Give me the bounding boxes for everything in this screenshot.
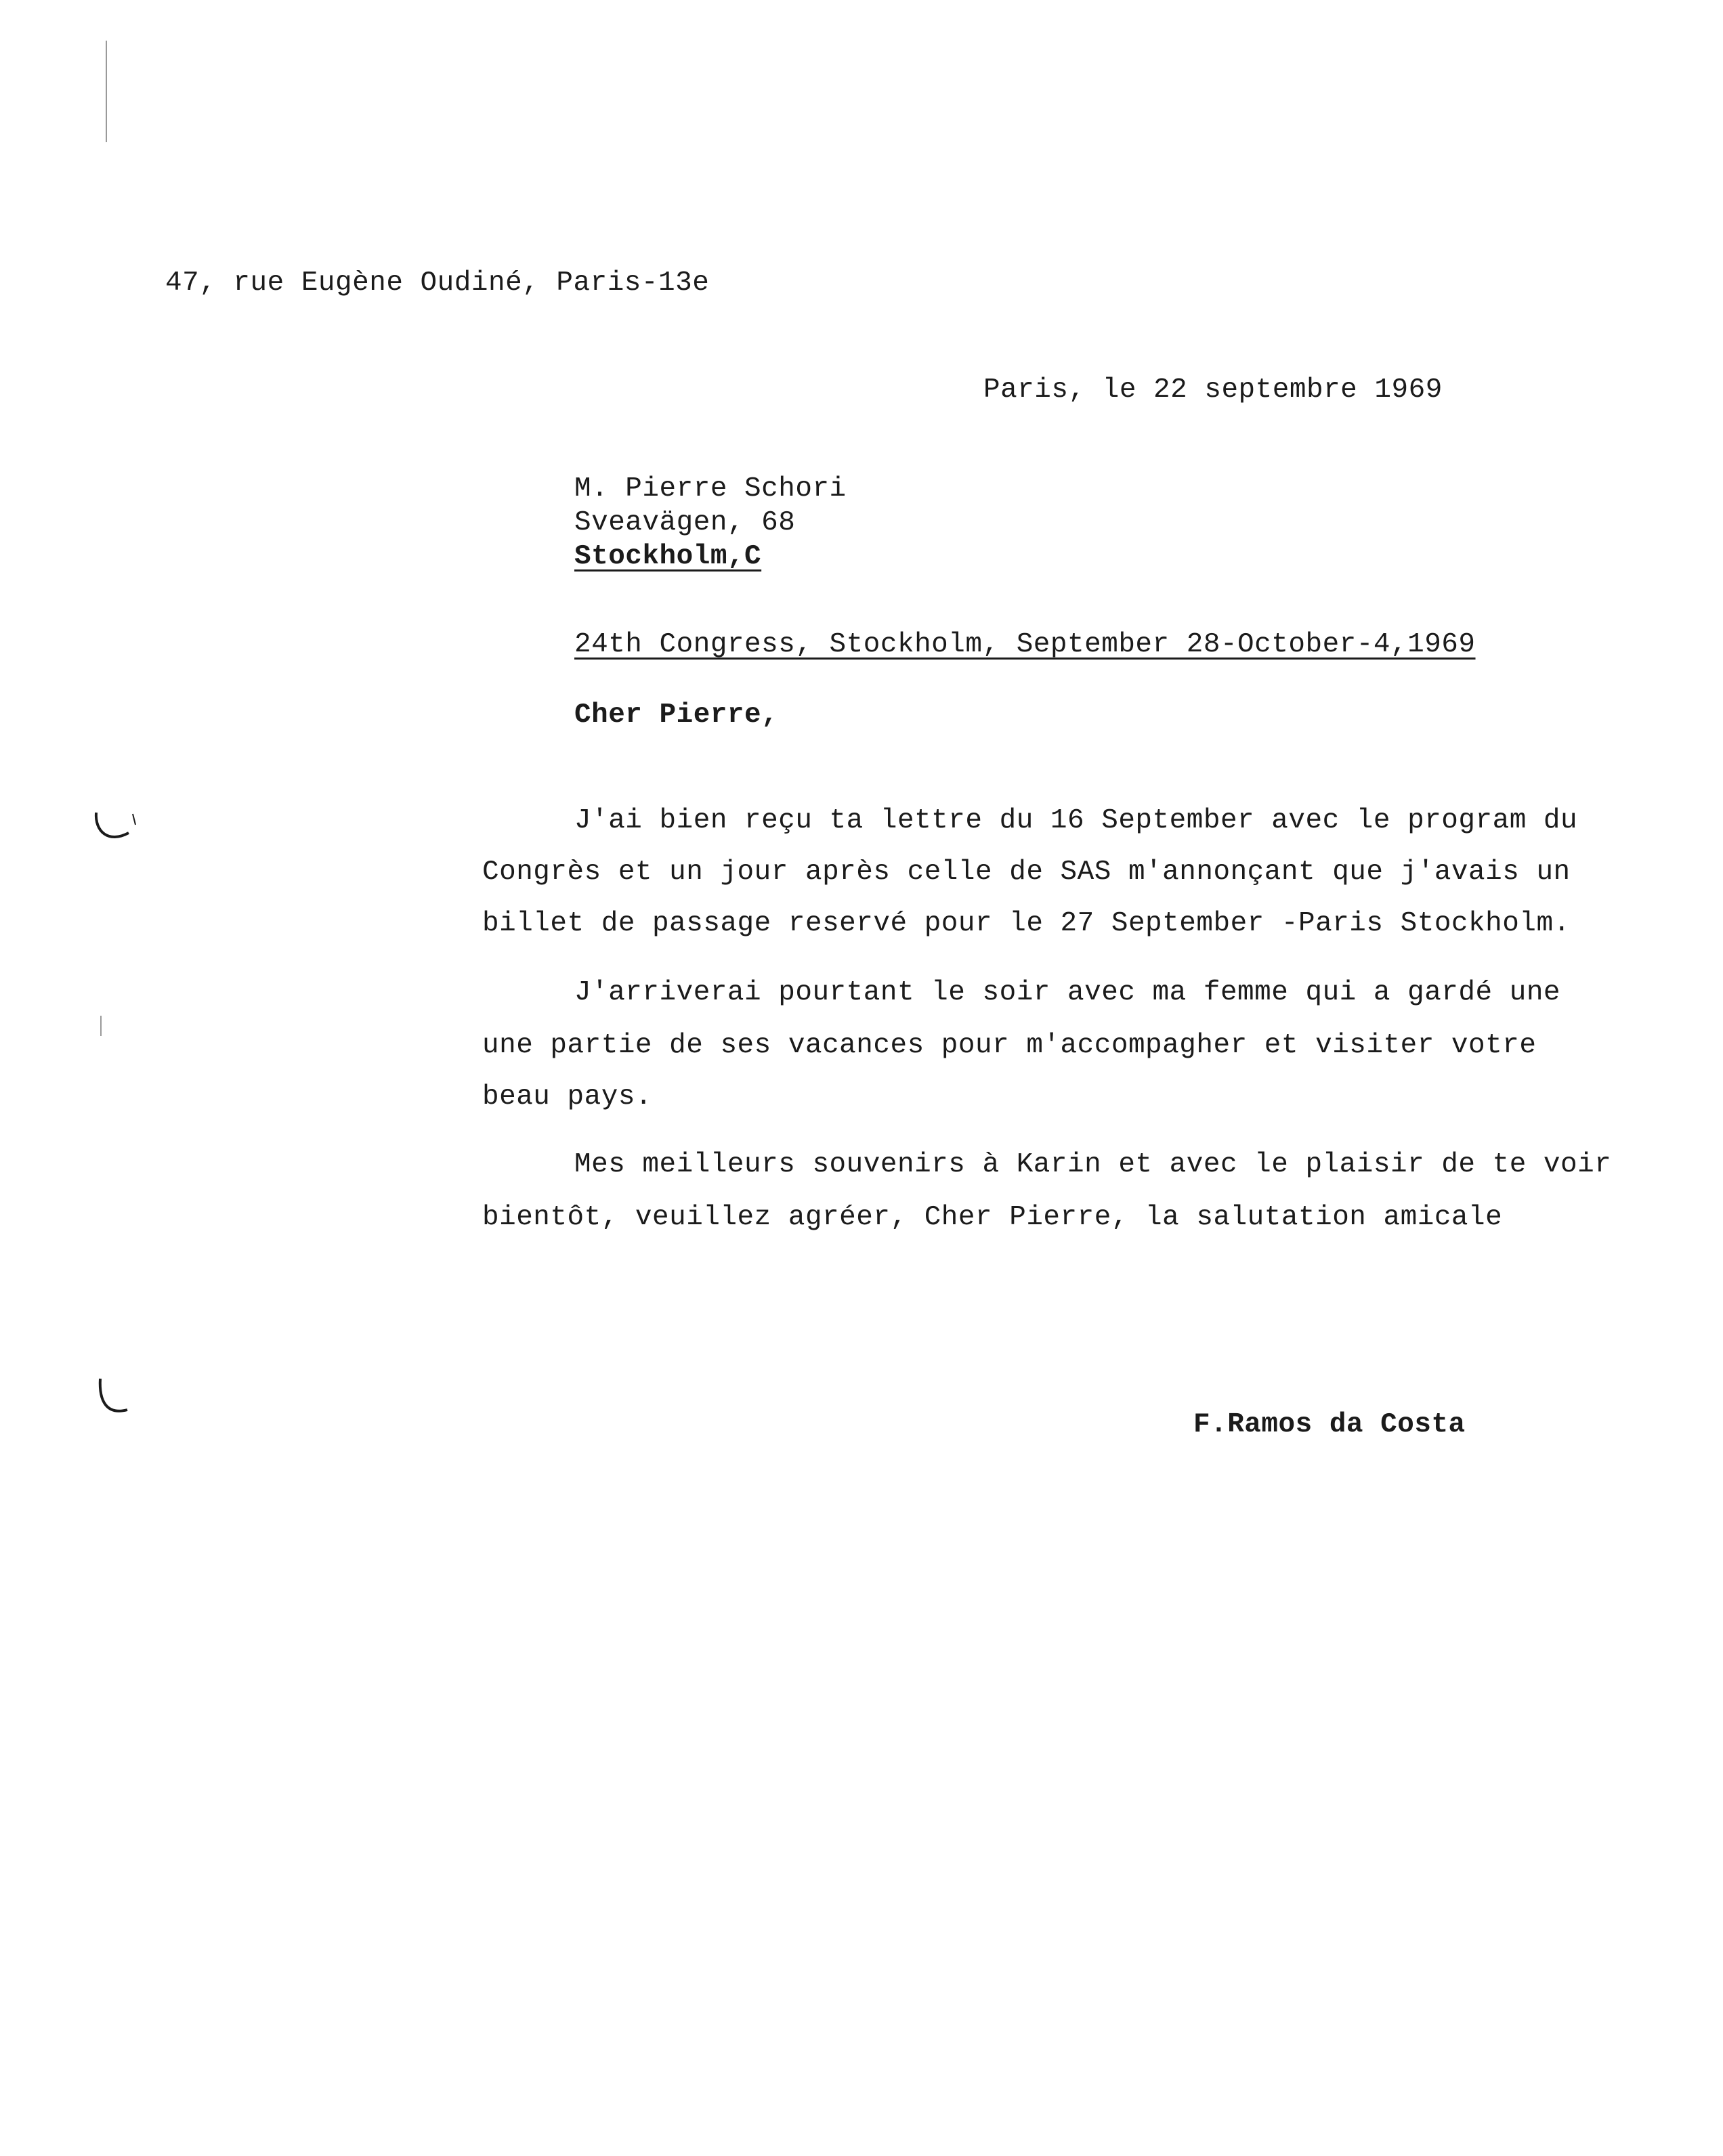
binder-mark-top [88,804,142,852]
date-line: Paris, le 22 septembre 1969 [983,374,1443,406]
binder-mark-bottom [95,1375,135,1422]
recipient-street: Sveavägen, 68 [574,507,796,538]
salutation: Cher Pierre, [574,699,779,731]
subject-line: 24th Congress, Stockholm, September 28-October-4,1969 [574,629,1476,660]
paragraph-3-line-1: Mes meilleurs souvenirs à Karin et avec le plaisir de te voir [574,1149,1612,1180]
left-margin-rule-lower [100,1016,102,1036]
sender-address: 47, rue Eugène Oudiné, Paris-13e [165,267,710,299]
paragraph-1-line-1: J'ai bien reçu ta lettre du 16 September avec le program du [574,805,1578,836]
paragraph-3-line-2: bientôt, veuillez agréer, Cher Pierre, la salutation amicale [482,1202,1503,1233]
paragraph-2-line-3: beau pays. [482,1081,653,1113]
paragraph-2-line-2: une partie de ses vacances pour m'accompagher et visiter votre [482,1030,1537,1061]
recipient-name: M. Pierre Schori [574,473,847,504]
paragraph-2-line-1: J'arriverai pourtant le soir avec ma femme qui a gardé une [574,977,1561,1008]
paragraph-1-line-3: billet de passage reservé pour le 27 September -Paris Stockholm. [482,908,1571,939]
signature: F.Ramos da Costa [1193,1409,1466,1440]
left-margin-rule [106,41,107,142]
paragraph-1-line-2: Congrès et un jour après celle de SAS m'annonçant que j'avais un [482,857,1571,888]
recipient-city: Stockholm,C [574,541,762,572]
